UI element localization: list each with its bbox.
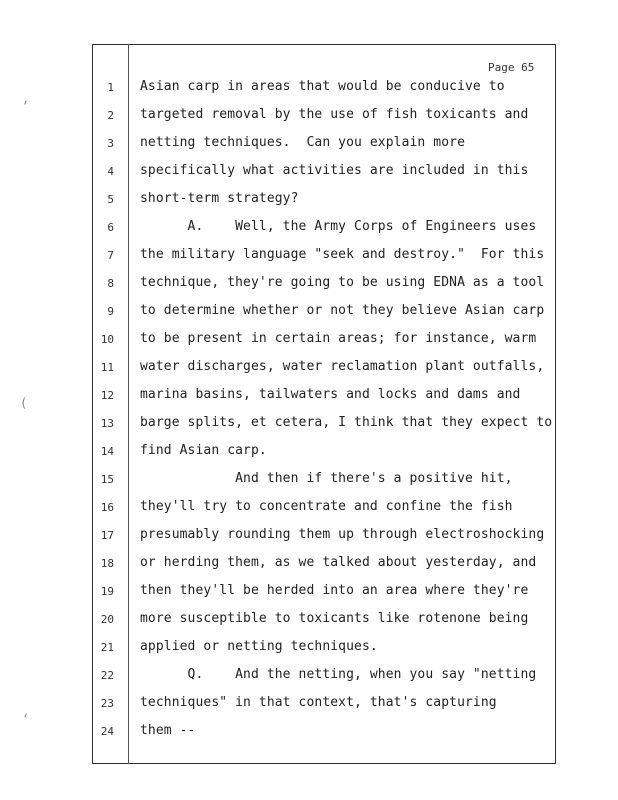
line-text: specifically what activities are included in this: [140, 163, 529, 178]
line-text: A. Well, the Army Corps of Engineers uses: [140, 219, 537, 234]
line-text: targeted removal by the use of fish toxicants and: [140, 107, 529, 122]
margin-rule: [128, 44, 129, 764]
line-text: presumably rounding them up through electroshocking: [140, 527, 545, 542]
line-number: 19: [100, 585, 114, 598]
line-number: 18: [100, 557, 114, 570]
line-number: 1: [107, 81, 114, 94]
line-number: 2: [107, 109, 114, 122]
line-text: then they'll be herded into an area where they're: [140, 583, 529, 598]
line-number: 5: [107, 193, 114, 206]
page-frame: [92, 44, 556, 764]
line-number: 15: [100, 473, 114, 486]
line-text: barge splits, et cetera, I think that they expect to: [140, 415, 553, 430]
line-number: 13: [100, 417, 114, 430]
line-number: 8: [107, 277, 114, 290]
line-number: 14: [100, 445, 114, 458]
line-text: more susceptible to toxicants like rotenone being: [140, 611, 529, 626]
line-text: short-term strategy?: [140, 191, 299, 206]
line-text: they'll try to concentrate and confine the fish: [140, 499, 513, 514]
line-text: netting techniques. Can you explain more: [140, 135, 465, 150]
line-number: 4: [107, 165, 114, 178]
line-text: them --: [140, 723, 196, 738]
line-text: techniques" in that context, that's capturing: [140, 695, 497, 710]
line-number: 16: [100, 501, 114, 514]
line-number: 11: [100, 361, 114, 374]
line-number: 23: [100, 697, 114, 710]
line-number: 6: [107, 221, 114, 234]
line-text: marina basins, tailwaters and locks and dams and: [140, 387, 521, 402]
scan-mark: ‚: [22, 92, 30, 106]
line-text: to determine whether or not they believe Asian carp: [140, 303, 545, 318]
line-text: Asian carp in areas that would be conducive to: [140, 79, 505, 94]
scan-mark: (: [20, 396, 28, 410]
line-text: Q. And the netting, when you say "netting: [140, 667, 537, 682]
line-text: technique, they're going to be using EDNA as a tool: [140, 275, 545, 290]
line-number: 17: [100, 529, 114, 542]
line-text: find Asian carp.: [140, 443, 267, 458]
line-text: to be present in certain areas; for instance, warm: [140, 331, 537, 346]
line-number: 22: [100, 669, 114, 682]
scan-mark: ‘: [22, 712, 30, 726]
line-number: 7: [107, 249, 114, 262]
line-number: 20: [100, 613, 114, 626]
line-text: the military language "seek and destroy." For this: [140, 247, 545, 262]
line-text: applied or netting techniques.: [140, 639, 378, 654]
line-number: 21: [100, 641, 114, 654]
line-text: And then if there's a positive hit,: [140, 471, 513, 486]
line-number: 3: [107, 137, 114, 150]
line-number: 12: [100, 389, 114, 402]
line-number: 10: [100, 333, 114, 346]
line-number: 24: [100, 725, 114, 738]
page-number: Page 65: [488, 61, 535, 74]
line-number: 9: [107, 305, 114, 318]
line-text: or herding them, as we talked about yesterday, and: [140, 555, 537, 570]
line-text: water discharges, water reclamation plant outfalls,: [140, 359, 545, 374]
